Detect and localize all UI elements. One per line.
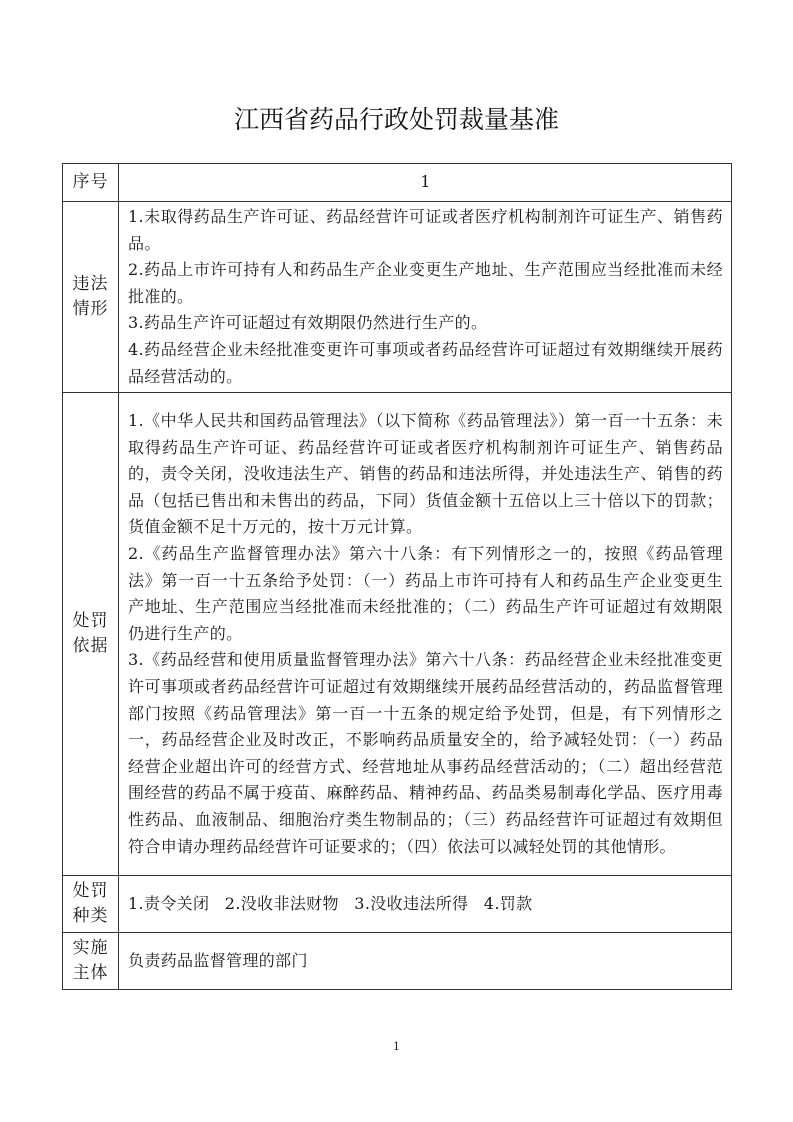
basis-item: 1.《中华人民共和国药品管理法》（以下简称《药品管理法》）第一百一十五条：未取得药品生产许可证、药品经营许可证或者医疗机构制剂许可证生产、销售药品的，责令关闭，没收违法生产、销售的药品和违法所得，并处违法生产、销售的药品（包括已售出和未售出的药品，下同）货值金额十五倍以上三十倍以下的罚款；货值金额不足十万元的，按十万元计算。 [128,411,723,537]
violation-item: 3.药品生产许可证超过有效期限仍然进行生产的。 [128,313,488,333]
table-row-penalty-type [63,876,732,933]
table-row-basis [63,393,732,876]
penalty-type-label-line1: 处罚 [72,881,109,902]
violation-content [119,202,732,393]
basis-item: 2.《药品生产监督管理办法》第六十八条：有下列情形之一的，按照《药品管理法》第一百一十五条给予处罚：（一）药品上市许可持有人和药品生产企业变更生产地址、生产范围应当经批准而未经批准的；（二）药品生产许可证超过有效期限仍进行生产的。 [128,544,723,643]
sequence-label: 序号 [63,164,119,202]
subject-label-line1: 实施 [72,938,109,959]
basis-label-line2: 依据 [72,636,109,657]
subject-label-line2: 主体 [72,963,109,984]
page-number: 1 [393,1040,400,1053]
penalty-standard-table [62,163,732,990]
subject-value: 负责药品监督管理的部门 [119,933,732,990]
basis-content [119,393,732,876]
table-row-sequence [63,164,732,202]
violation-item: 1.未取得药品生产许可证、药品经营许可证或者医疗机构制剂许可证生产、销售药品。 [128,207,723,253]
basis-label-line1: 处罚 [72,611,109,632]
basis-item: 3.《药品经营和使用质量监督管理办法》第六十八条：药品经营企业未经批准变更许可事项或者药品经营许可证超过有效期继续开展药品经营活动的，药品监督管理部门按照《药品管理法》第一百一十五条的规定给予处罚，但是，有下列情形之一，药品经营企业及时改正，不影响药品质量安全的，给予减轻处罚：（一）药品经营企业超出许可的经营方式、经营地址从事药品经营活动的；（二）超出经营范围经营的药品不属于疫苗、麻醉药品、精神药品、药品类易制毒化学品、医疗用毒性药品、血液制品、细胞治疗类生物制品的；（三）药品经营许可证超过有效期但符合申请办理药品经营许可证要求的；（四）依法可以减轻处罚的其他情形。 [128,650,723,856]
violation-label [63,202,119,393]
violation-item: 2.药品上市许可持有人和药品生产企业变更生产地址、生产范围应当经批准而未经批准的。 [128,260,723,306]
violation-item: 4.药品经营企业未经批准变更许可事项或者药品经营许可证超过有效期继续开展药品经营活动的。 [128,339,723,386]
table-row-violation [63,202,732,393]
sequence-value: 1 [119,164,732,202]
subject-label [63,933,119,990]
table-row-subject [63,933,732,990]
page-title: 江西省药品行政处罚裁量基准 [233,105,559,134]
violation-label-line1: 违法 [72,274,109,295]
penalty-type-label [63,876,119,933]
basis-label [63,393,119,876]
penalty-type-value: 1.责令关闭 2.没收非法财物 3.没收违法所得 4.罚款 [119,876,732,933]
violation-label-line2: 情形 [72,299,109,320]
penalty-type-label-line2: 种类 [72,906,109,927]
